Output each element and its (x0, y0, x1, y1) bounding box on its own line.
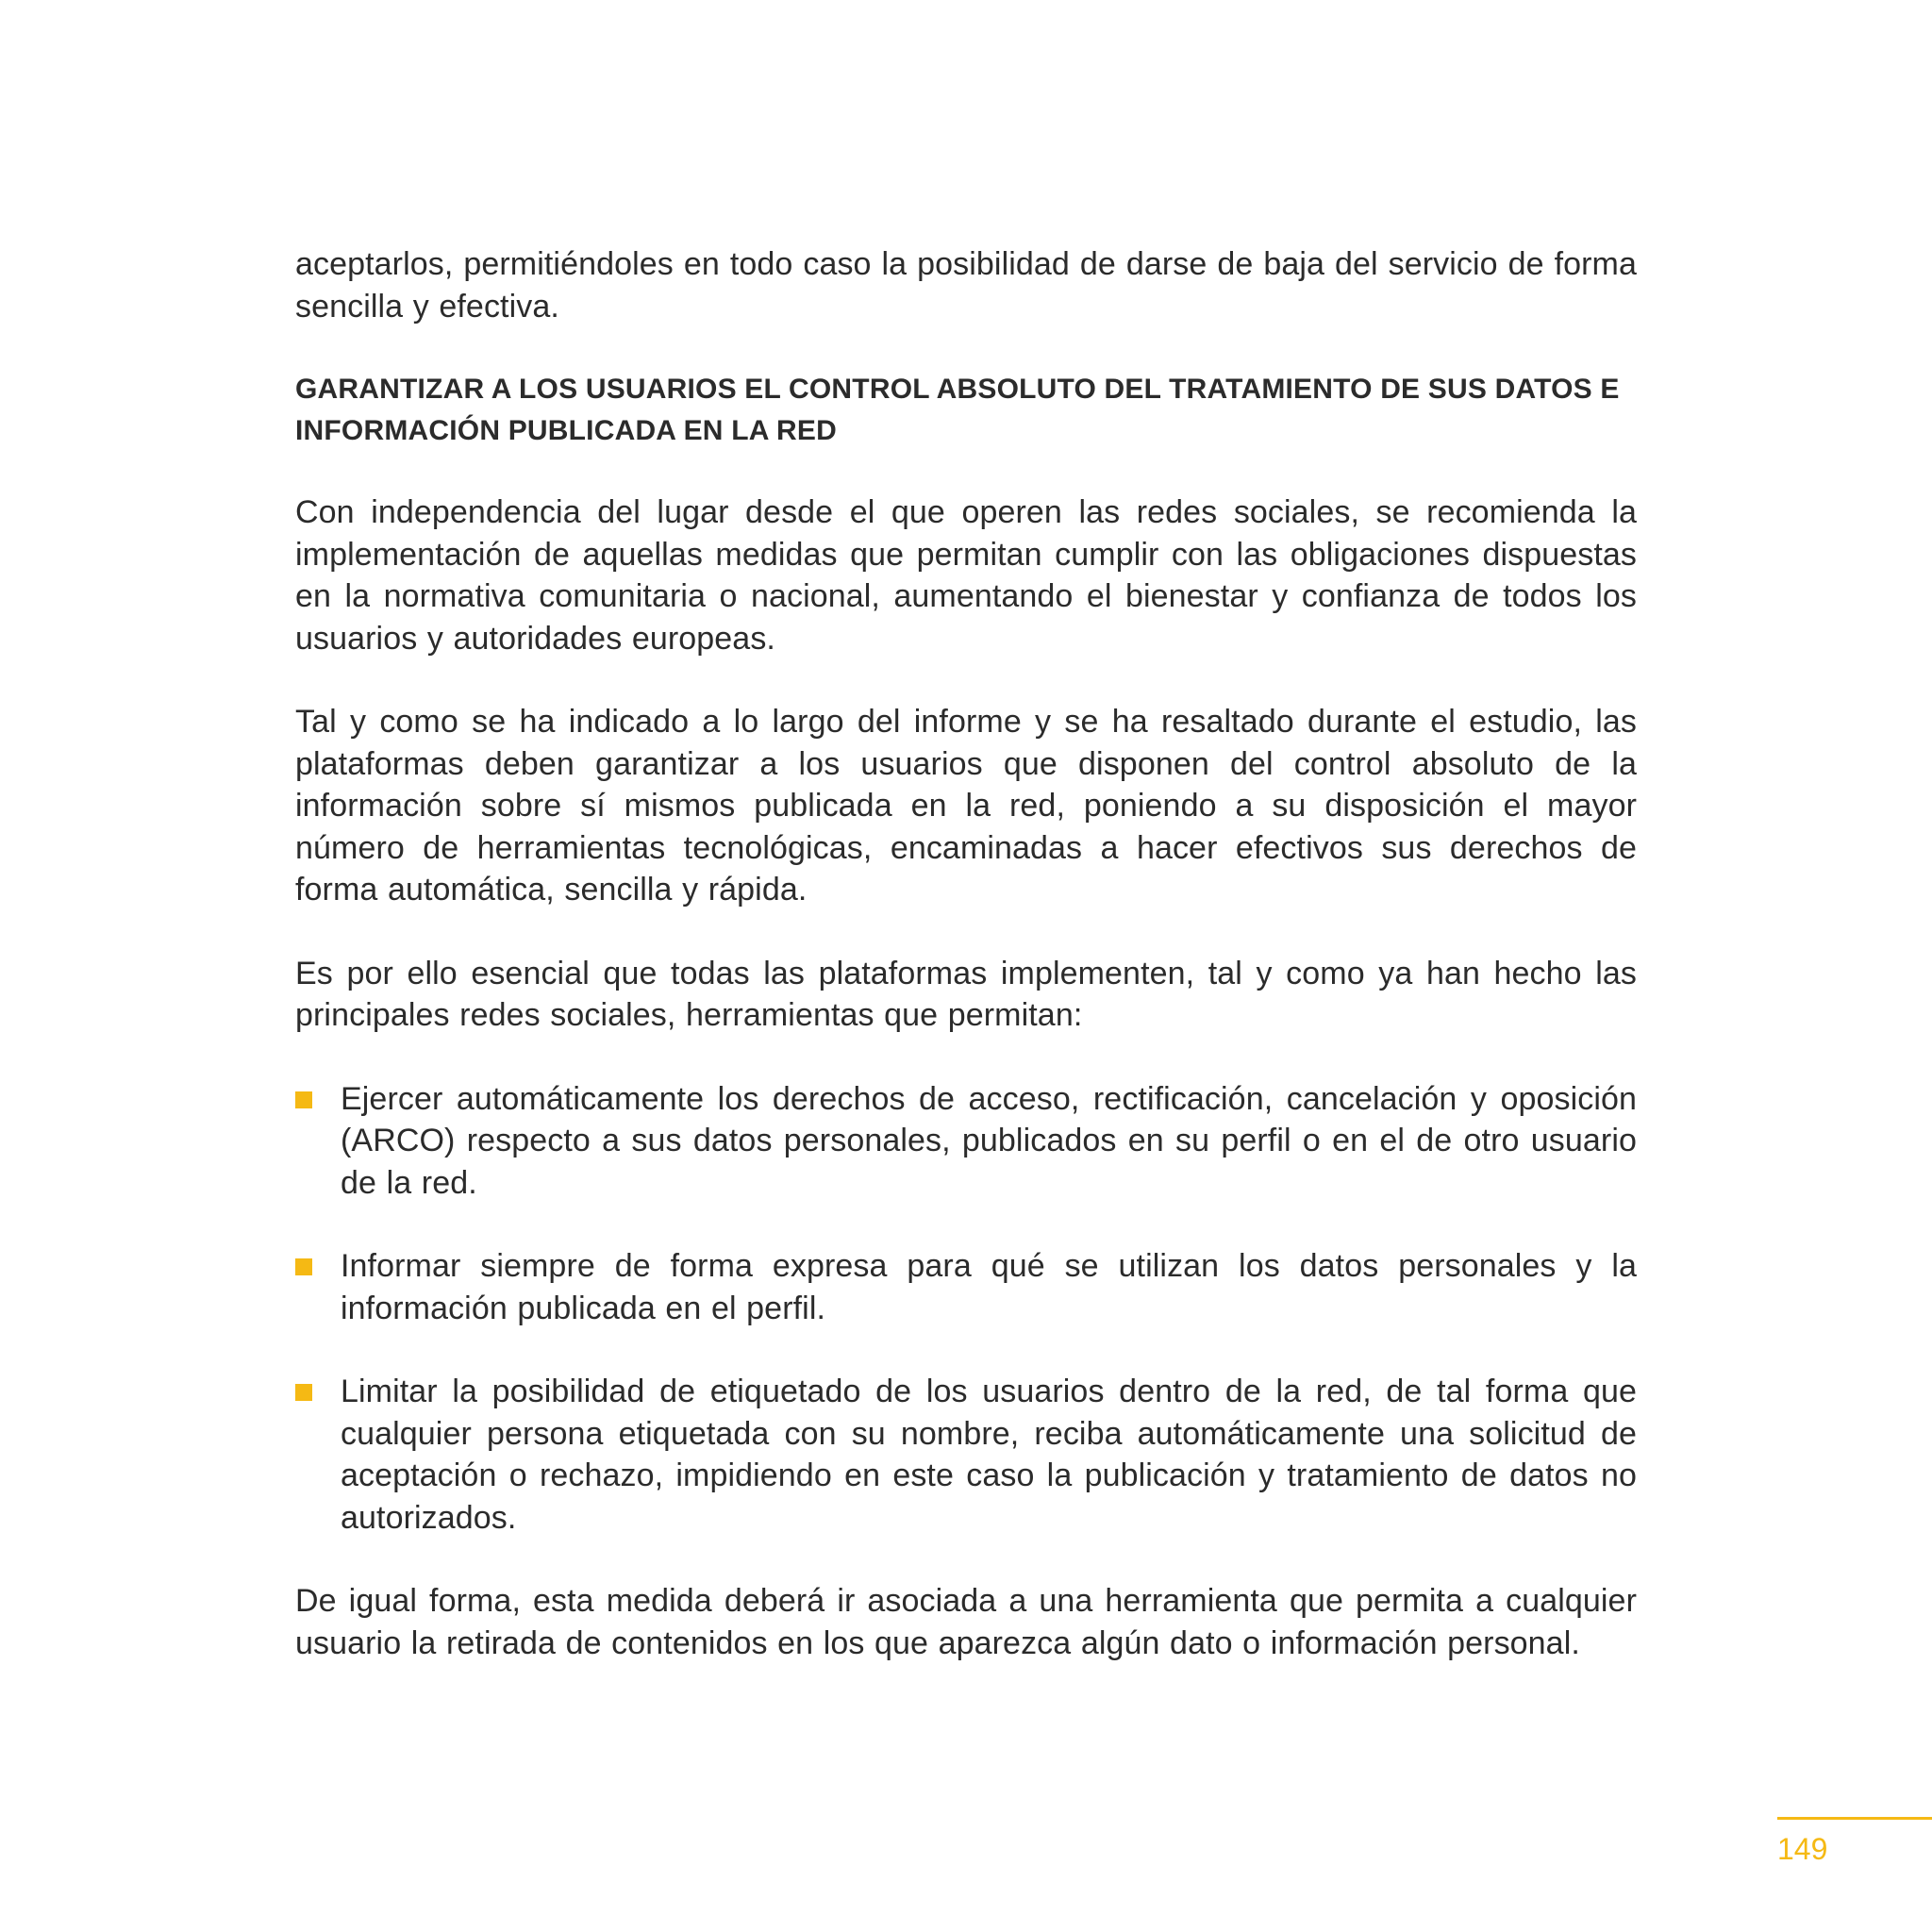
closing-paragraph: De igual forma, esta medida deberá ir asociada a una herramienta que permita a cualquier usuario la retirada de contenidos en los que aparezca algún dato o información personal. (295, 1583, 1637, 1661)
intro-paragraph: aceptarlos, permitiéndoles en todo caso la posibilidad de darse de baja del servicio de forma sencilla y efectiva. (295, 246, 1637, 325)
page-content (295, 243, 1637, 1664)
list-item (295, 1371, 1637, 1539)
list-item (295, 1245, 1637, 1329)
bullet-text: Informar siempre de forma expresa para qué se utilizan los datos personales y la información publicada en el perfil. (341, 1248, 1637, 1326)
square-bullet-icon (295, 1384, 312, 1401)
section-heading: GARANTIZAR A LOS USUARIOS EL CONTROL ABSOLUTO DEL TRATAMIENTO DE SUS DATOS E INFORMACIÓN PUBLICADA EN LA RED (295, 374, 1620, 446)
bullet-list (295, 1078, 1637, 1540)
paragraph-3: Es por ello esencial que todas las plataformas implementen, tal y como ya han hecho las principales redes sociales, herramientas que permitan: (295, 955, 1637, 1033)
square-bullet-icon (295, 1258, 312, 1275)
square-bullet-icon (295, 1091, 312, 1108)
bullet-text: Ejercer automáticamente los derechos de acceso, rectificación, cancelación y oposición (ARCO) respecto a sus datos personales, publicados en su perfil o en el de otro usuario de la red. (341, 1080, 1637, 1201)
paragraph-1: Con independencia del lugar desde el que operen las redes sociales, se recomienda la implementación de aquellas medidas que permitan cumplir con las obligaciones dispuestas en la normativa comunitaria o nacional, aumentando el bienestar y confianza de todos los usuarios y autoridades europeas. (295, 494, 1637, 657)
paragraph-2: Tal y como se ha indicado a lo largo del informe y se ha resaltado durante el estudio, las plataformas deben garantizar a los usuarios que disponen del control absoluto de la información sobre sí mismos publicada en la red, poniendo a su disposición el mayor número de herramientas tecnológicas, encaminadas a hacer efectivos sus derechos de forma automática, sencilla y rápida. (295, 704, 1637, 908)
bullet-text: Limitar la posibilidad de etiquetado de los usuarios dentro de la red, de tal forma que cualquier persona etiquetada con su nombre, reciba automáticamente una solicitud de aceptación o rechazo, impidiendo en este caso la publicación y tratamiento de datos no autorizados. (341, 1374, 1637, 1536)
page-number: 149 (1777, 1832, 1828, 1866)
list-item (295, 1078, 1637, 1205)
footer-rule (1777, 1817, 1932, 1820)
